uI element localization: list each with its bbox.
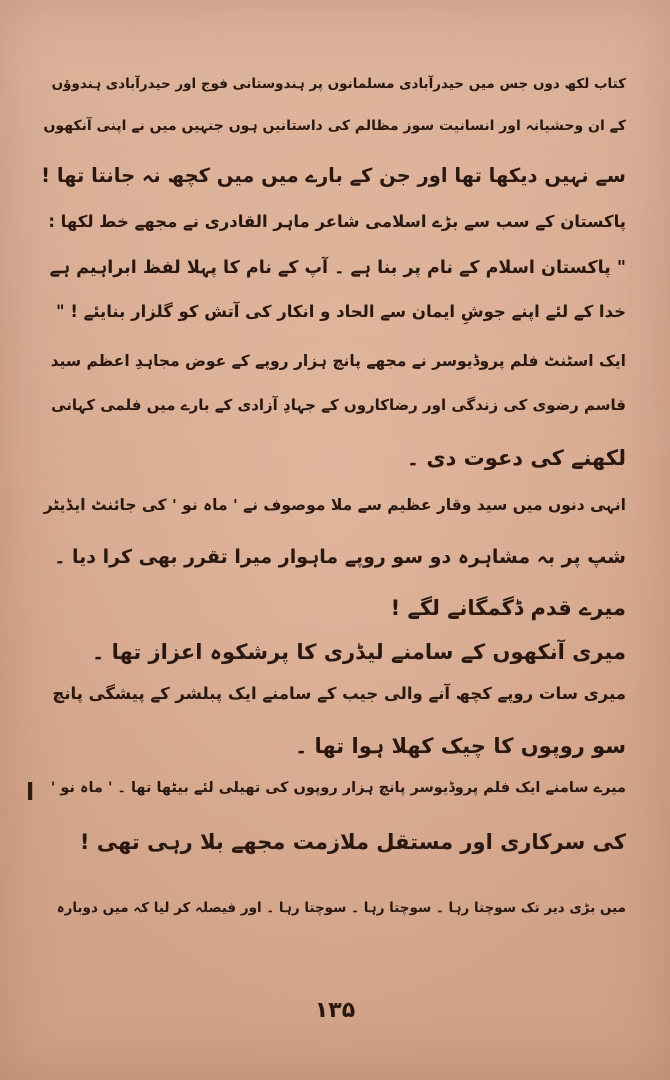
text-line: میری آنکھوں کے سامنے لیڈری کا پرشکوہ اعزاز تھا ۔ [91,640,626,664]
text-line: انہی دنوں میں سید وقار عظیم سے ملا موصوف نے ' ماہ نو ' کی جائنٹ ایڈیٹر [43,496,626,514]
text-line: سے نہیں دیکھا تھا اور جن کے بارے میں میں کچھ نہ جانتا تھا ! [41,164,626,187]
text-line: پاکستان کے سب سے بڑے اسلامی شاعر ماہر القادری نے مجھے خط لکھا : [48,212,626,231]
text-line: شپ پر بہ مشاہرہ دو سو روپے ماہوار میرا تقرر بھی کرا دیا ۔ [54,546,626,568]
text-line: کے ان وحشیانہ اور انسانیت سوز مظالم کی داستانیں ہوں جنہیں میں نے اپنی آنکھوں [43,118,626,134]
text-line: میری سات روپے کچھ آنے والی جیب کے سامنے ایک پبلشر کے پیشگی پانچ [52,684,626,703]
text-line: میرے قدم ڈگمگانے لگے ! [390,596,626,620]
text-line: ایک اسٹنٹ فلم پروڈیوسر نے مجھے پانچ ہزار روپے کے عوض مجاہدِ اعظم سید [50,352,626,370]
margin-mark: ا [26,778,35,806]
text-line: " پاکستان اسلام کے نام پر بنا ہے ۔ آپ کے نام کا پہلا لفظ ابراہیم ہے [49,258,626,278]
text-line: لکھنے کی دعوت دی ۔ [406,446,626,470]
text-line: خدا کے لئے اپنے جوشِ ایمان سے الحاد و انکار کی آتش کو گلزار بنایئے ! " [56,302,626,321]
page-number: ۱۳۵ [314,998,356,1023]
text-line: قاسم رضوی کی زندگی اور رضاکاروں کے جہادِ آزادی کے بارے میں فلمی کہانی [51,396,626,414]
text-line: میں بڑی دیر تک سوچتا رہا ۔ سوچتا رہا ۔ سوچتا رہا ۔ اور فیصلہ کر لیا کہ میں دوبارہ [56,900,626,916]
text-line: سو روپوں کا چیک کھلا ہوا تھا ۔ [294,734,626,758]
text-line: کتاب لکھ دوں جس میں حیدرآبادی مسلمانوں پر ہندوستانی فوج اور حیدرآبادی ہندوؤں [51,76,626,92]
text-line: کی سرکاری اور مستقل ملازمت مجھے بلا رہی تھی ! [79,830,626,854]
text-line: میرے سامنے ایک فلم پروڈیوسر پانچ ہزار روپوں کی تھیلی لئے بیٹھا تھا ۔ ' ماہ نو ' [50,780,626,796]
